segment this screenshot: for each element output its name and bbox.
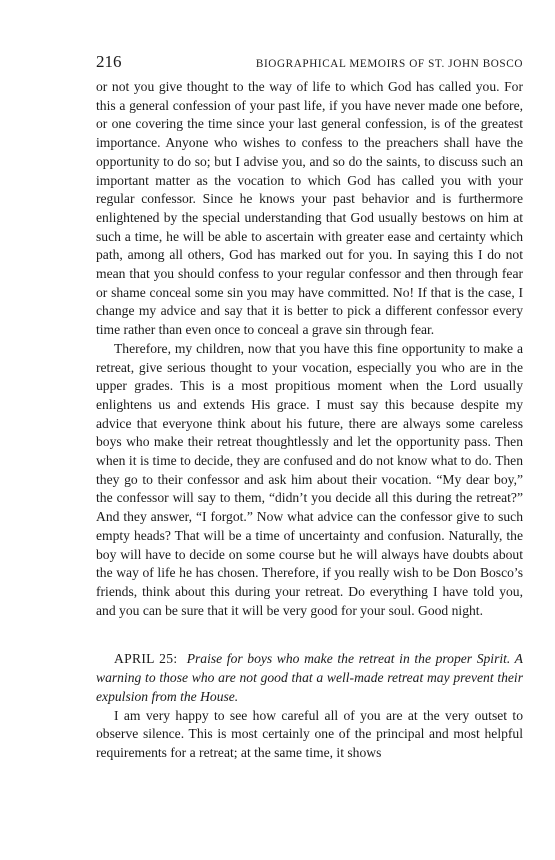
body-text: [96, 78, 523, 620]
page-number: 216: [96, 52, 122, 71]
book-page: [96, 52, 523, 763]
running-title: BIOGRAPHICAL MEMOIRS OF ST. JOHN BOSCO: [255, 58, 523, 70]
paragraph-2: Therefore, my children, now that you have this fine opportunity to make a retreat, give serious thought to your vocation, especially you who are in the upper grades. This is a most propitious moment when the Lord usually enlightens us and extends His grace. I must say this because despite my advice that everyone think about his future, there are always some careless boys who make their retreat thoughtlessly and let the opportunity pass. Then when it is time to decide, they are confused and do not know what to do. Then they go to their confessor and ask him about their vocation. “My dear boy,” the confessor will say to them, “didn’t you decide all this during the retreat?” And they answer, “I forgot.” Now what advice can the confessor give to such empty heads? That will be a time of uncertainty and confusion. Naturally, the boy will have to decide on some course but he will always have doubts about the way of life he has chosen. Therefore, if you really wish to be Don Bosco’s friends, think about this during your retreat. Do everything I have told you, and you can be sure that it will be very good for your soul. Good night.: [96, 340, 523, 618]
diary-entry: [96, 650, 523, 762]
entry-body: I am very happy to see how careful all of you are at the very outset to observe silence. This is most certainly one of the principal and most helpful requirements for a retreat; at the same time, it shows: [96, 707, 523, 760]
entry-heading: [96, 650, 523, 706]
entry-date: APRIL 25:: [114, 651, 178, 667]
entry-subtitle: Praise for boys who make the retreat in the proper Spirit. A warning to those who are not good that a well-made retreat may prevent their expulsion from the House.: [96, 651, 523, 704]
paragraph-1: or not you give thought to the way of life to which God has called you. For this a general confession of your past life, if you have never made one before, or one covering the time since your last general confession, is of the greatest importance. Anyone who wishes to confess to the preachers shall have the opportunity to do so; but I advise you, and so do the saints, to discuss such an important matter as the vocation to which God has called you with your regular confessor. Since he knows your past behavior and is furthermore enlightened by the special understanding that God usually bestows on him at such a time, he will be able to ascertain with greater ease and certainty which path, among all others, God has marked out for you. In saying this I do not mean that you should confess to your regular confessor and then through fear or shame conceal some sin you may have committed. No! If that is the case, I change my advice and say that it is better to pick a different confessor every time rather than even once to conceal a grave sin through fear.: [96, 79, 523, 338]
running-header: [96, 52, 523, 72]
